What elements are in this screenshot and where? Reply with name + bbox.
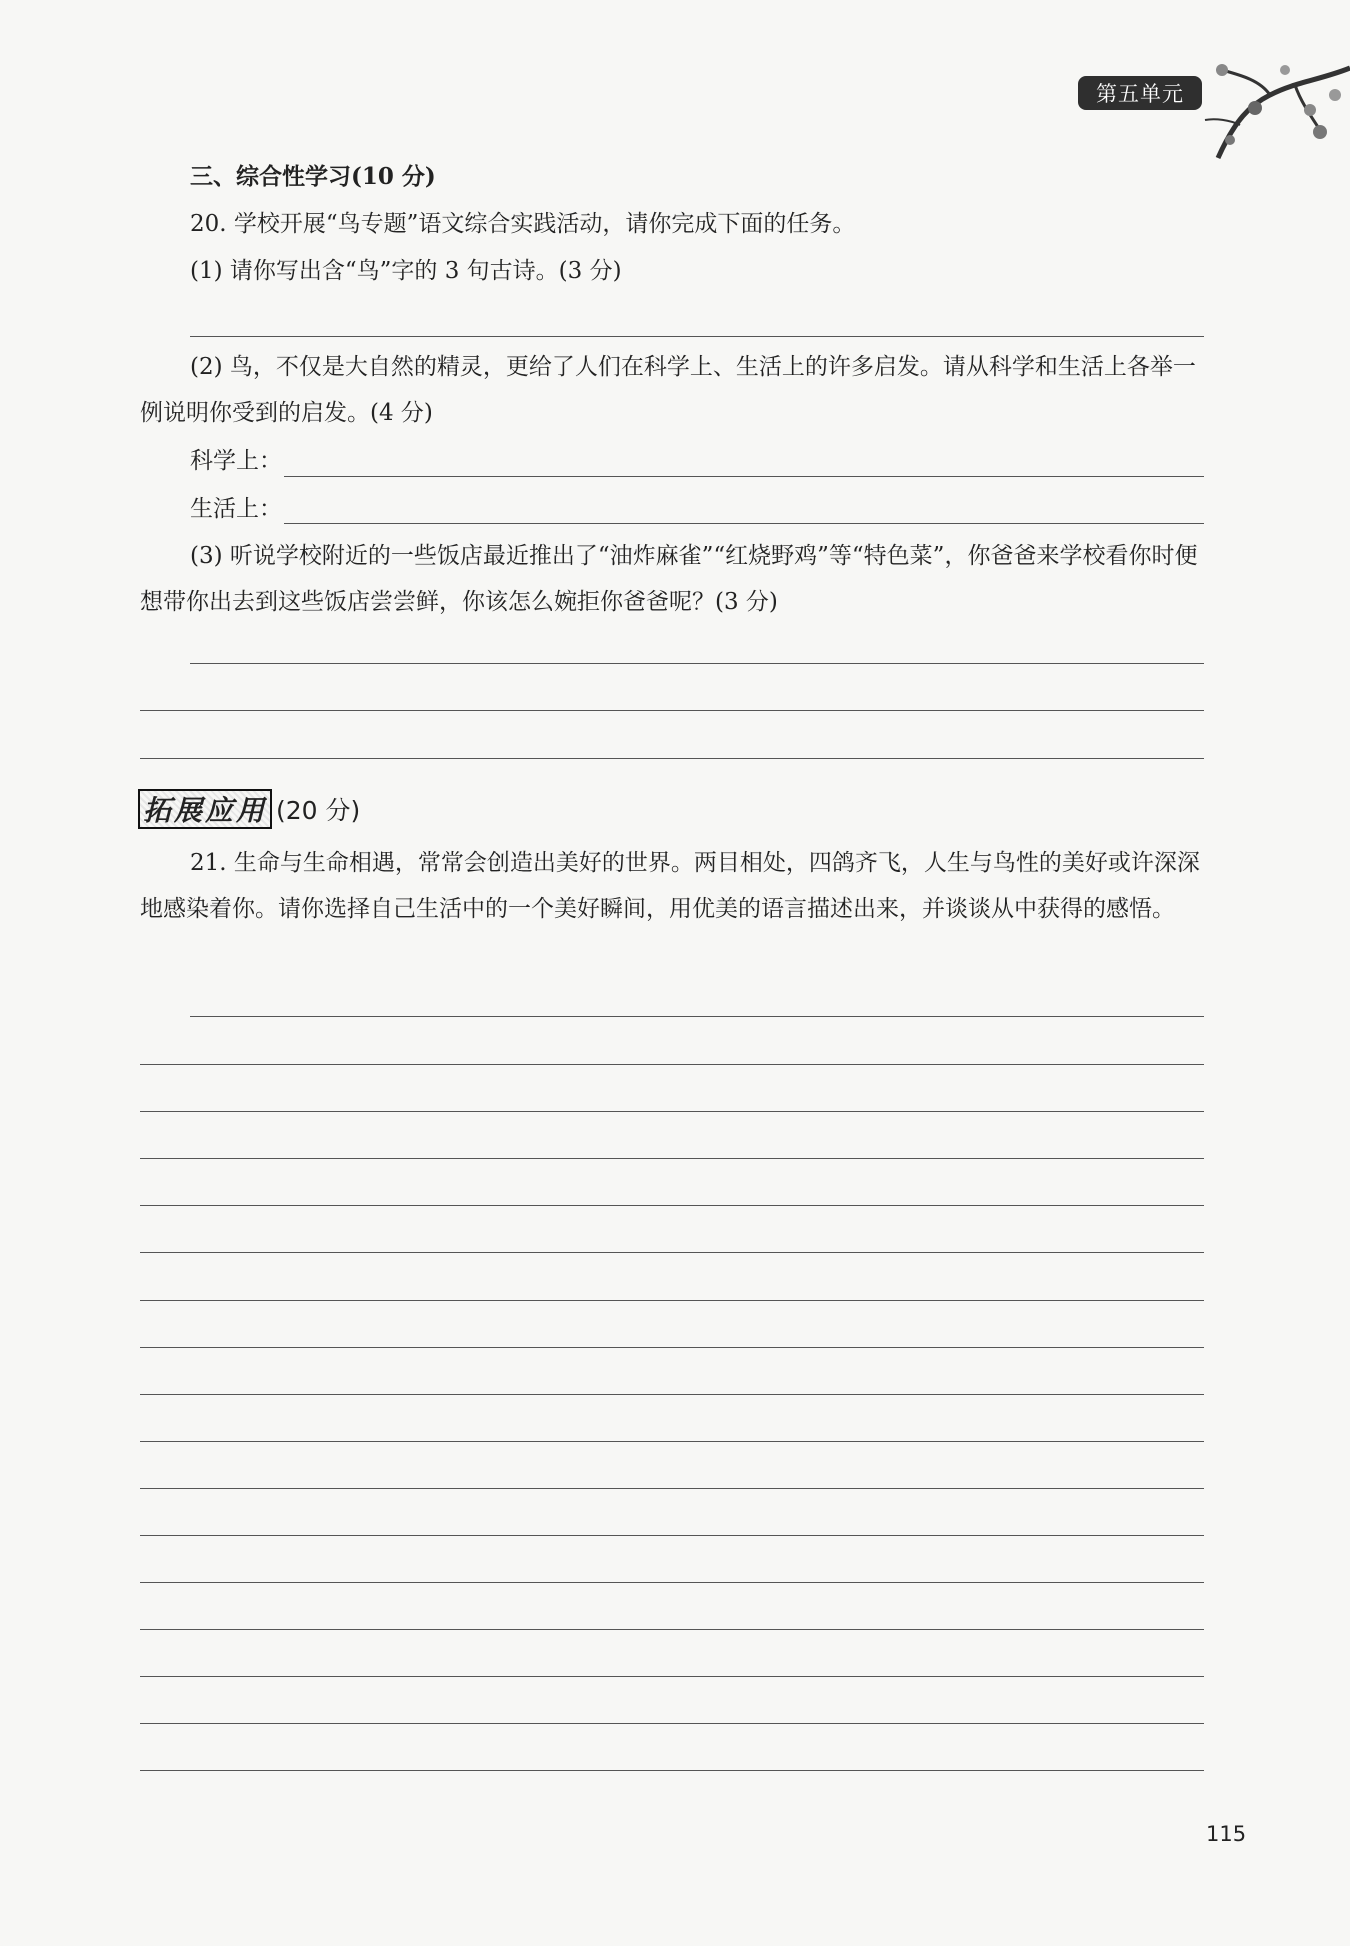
essay-line[interactable] [140,1111,1204,1112]
life-answer-line[interactable] [284,523,1204,524]
extension-score: (20 分) [276,796,361,825]
science-answer-line[interactable] [284,476,1204,477]
essay-line[interactable] [140,1770,1204,1771]
question-20-2: (2) 鸟，不仅是大自然的精灵，更给了人们在科学上、生活上的许多启发。请从科学和生活上各举一例说明你受到的启发。(4 分) [140,354,1196,426]
page-number: 115 [1206,1822,1247,1846]
essay-line[interactable] [140,1629,1204,1630]
essay-line[interactable] [140,1158,1204,1159]
answer-line[interactable] [190,663,1204,664]
essay-line[interactable] [140,1064,1204,1065]
essay-line[interactable] [140,1582,1204,1583]
unit-badge: 第五单元 [1078,76,1202,110]
essay-line[interactable] [140,1535,1204,1536]
essay-line[interactable] [140,1441,1204,1442]
essay-line[interactable] [140,1300,1204,1301]
extension-title: 拓展应用 [138,789,272,829]
question-21: 21. 生命与生命相遇，常常会创造出美好的世界。两目相处，四鸽齐飞，人生与鸟性的美好或许深深地感染着你。请你选择自己生活中的一个美好瞬间，用优美的语言描述出来，并谈谈从中获得的感悟。 [140,850,1200,922]
answer-line[interactable] [140,758,1204,759]
essay-line[interactable] [140,1205,1204,1206]
essay-line[interactable] [140,1676,1204,1677]
plum-branch-illustration [1200,40,1350,170]
essay-line[interactable] [140,1394,1204,1395]
answer-line[interactable] [190,336,1204,337]
question-20: 20. 学校开展“鸟专题”语文综合实践活动，请你完成下面的任务。 [190,211,856,237]
question-20-1: (1) 请你写出含“鸟”字的 3 句古诗。(3 分) [190,258,622,284]
question-20-3: (3) 听说学校附近的一些饭店最近推出了“油炸麻雀”“红烧野鸡”等“特色菜”，你爸爸来学校看你时便想带你出去到这些饭店尝尝鲜，你该怎么婉拒你爸爸呢？(3 分) [140,543,1198,615]
answer-line[interactable] [140,710,1204,711]
essay-line[interactable] [140,1723,1204,1724]
life-label: 生活上： [190,496,282,522]
section-heading: 三、综合性学习(10 分) [190,163,436,190]
essay-line[interactable] [190,1016,1204,1017]
science-label: 科学上： [190,448,282,474]
essay-line[interactable] [140,1488,1204,1489]
essay-line[interactable] [140,1347,1204,1348]
extension-banner [138,788,360,830]
essay-line[interactable] [140,1252,1204,1253]
